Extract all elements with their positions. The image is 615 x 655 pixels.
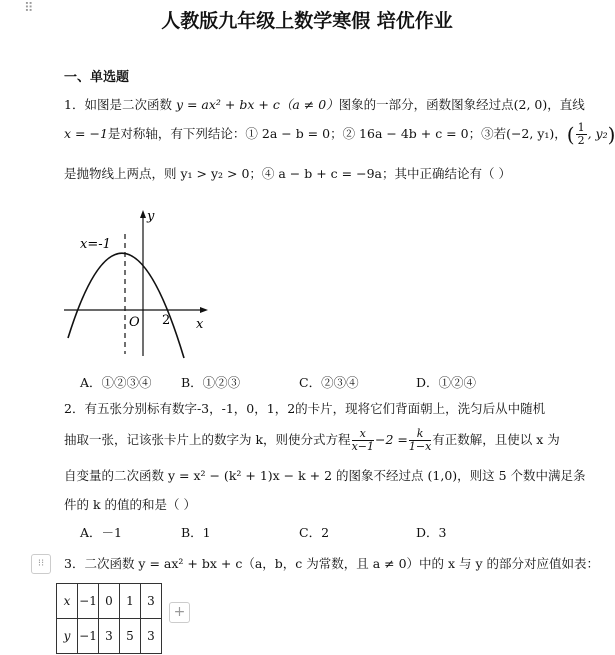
y-axis-arrow	[140, 210, 146, 218]
parabola-curve	[68, 253, 184, 358]
q2-line-3: 自变量的二次函数 y = x² − (k² + 1)x − k + 2 的图象不经过点 (1,0)，则这 5 个数中满足条	[64, 468, 586, 483]
table-cell[interactable]: y	[57, 619, 78, 654]
q2-text-c: 有正数解，且使以 x 为	[432, 432, 560, 447]
q2-text-a: 抽取一张，记该张卡片上的数字为 k，则使分式方程	[64, 432, 351, 447]
table-cell[interactable]: 3	[99, 619, 120, 654]
q1-option-c[interactable]: C．②③④	[299, 375, 359, 390]
q1-line-3: 是抛物线上两点，则 y₁ > y₂ > 0；④ a − b + c = −9a；其中正确结论有（ ）	[64, 166, 511, 181]
q1-text-c: 图象的一部分，函数图象经过点(2, 0)，直线	[338, 97, 585, 112]
table-cell[interactable]: −1	[78, 619, 99, 654]
q2-fraction-1: $\frac{x}{x-1}$	[351, 427, 374, 453]
q3-line-1: 3．二次函数 y = ax² + bx + c（a，b，c 为常数，且 a ≠ 0）中的 x 与 y 的部分对应值如表：	[64, 556, 600, 571]
symmetry-axis-label: x=-1	[80, 237, 111, 252]
q1-point: , y₂	[587, 126, 608, 141]
q1-option-d[interactable]: D．①②④	[416, 375, 477, 390]
table-cell[interactable]: x	[57, 584, 78, 619]
q2-line-4: 件的 k 的值的和是（ ）	[64, 497, 196, 512]
q2-line-1: 2．有五张分别标有数字-3，-1，0，1，2的卡片，现将它们背面朝上，洗匀后从中随机	[64, 401, 546, 416]
table-cell[interactable]: 1	[120, 584, 141, 619]
q1-axis-eq: x = −1	[64, 126, 108, 141]
q2-fraction-2: $\frac{k}{1-x}$	[408, 427, 432, 453]
q1-option-b[interactable]: B．①②③	[181, 375, 241, 390]
document-title: 人教版九年级上数学寒假 培优作业	[161, 10, 453, 32]
q1-function: y = ax² + bx + c（a ≠ 0）	[175, 97, 339, 112]
table-cell[interactable]: −1	[78, 584, 99, 619]
q1-text-a: 1．如图是二次函数	[64, 97, 176, 112]
drag-handle-icon[interactable]: ⠿	[24, 1, 35, 16]
origin-label: O	[129, 315, 140, 330]
value-table	[56, 583, 162, 654]
table-row	[57, 619, 162, 654]
q2-line-2	[64, 428, 560, 453]
q2-option-d[interactable]: D．3	[416, 525, 447, 540]
q2-equation-mid: −2 =	[374, 432, 408, 447]
q1-option-a[interactable]: A．①②③④	[80, 375, 152, 390]
add-column-button[interactable]: +	[169, 602, 190, 623]
section-heading: 一、单选题	[64, 70, 130, 85]
table-cell[interactable]: 3	[141, 584, 162, 619]
table-cell[interactable]: 3	[141, 619, 162, 654]
q2-option-b[interactable]: B．1	[181, 525, 211, 540]
table-cell[interactable]: 0	[99, 584, 120, 619]
block-handle-icon[interactable]: ⁝⁝	[31, 554, 51, 574]
q1-line-2: x = −1是对称轴，有下列结论：① 2a − b = 0；② 16a − 4b + c = 0；③若(−2, y₁)，( $\frac{1}{2}$ , y₂)	[64, 121, 615, 147]
q2-option-a[interactable]: A．－1	[80, 525, 122, 540]
q1-line-1	[64, 95, 585, 113]
parabola-graph	[58, 204, 218, 366]
x-axis-arrow	[200, 307, 208, 313]
q1-fraction: $\frac{1}{2}$	[577, 121, 585, 147]
q1-conclusions: 是对称轴，有下列结论：① 2a − b = 0；② 16a − 4b + c = 0；③若(−2, y₁)，	[107, 126, 567, 141]
root-label: 2	[162, 313, 171, 328]
table-cell[interactable]: 5	[120, 619, 141, 654]
x-axis-label: x	[196, 317, 204, 332]
q2-option-c[interactable]: C．2	[299, 525, 330, 540]
y-axis-label: y	[147, 209, 155, 224]
table-row	[57, 584, 162, 619]
